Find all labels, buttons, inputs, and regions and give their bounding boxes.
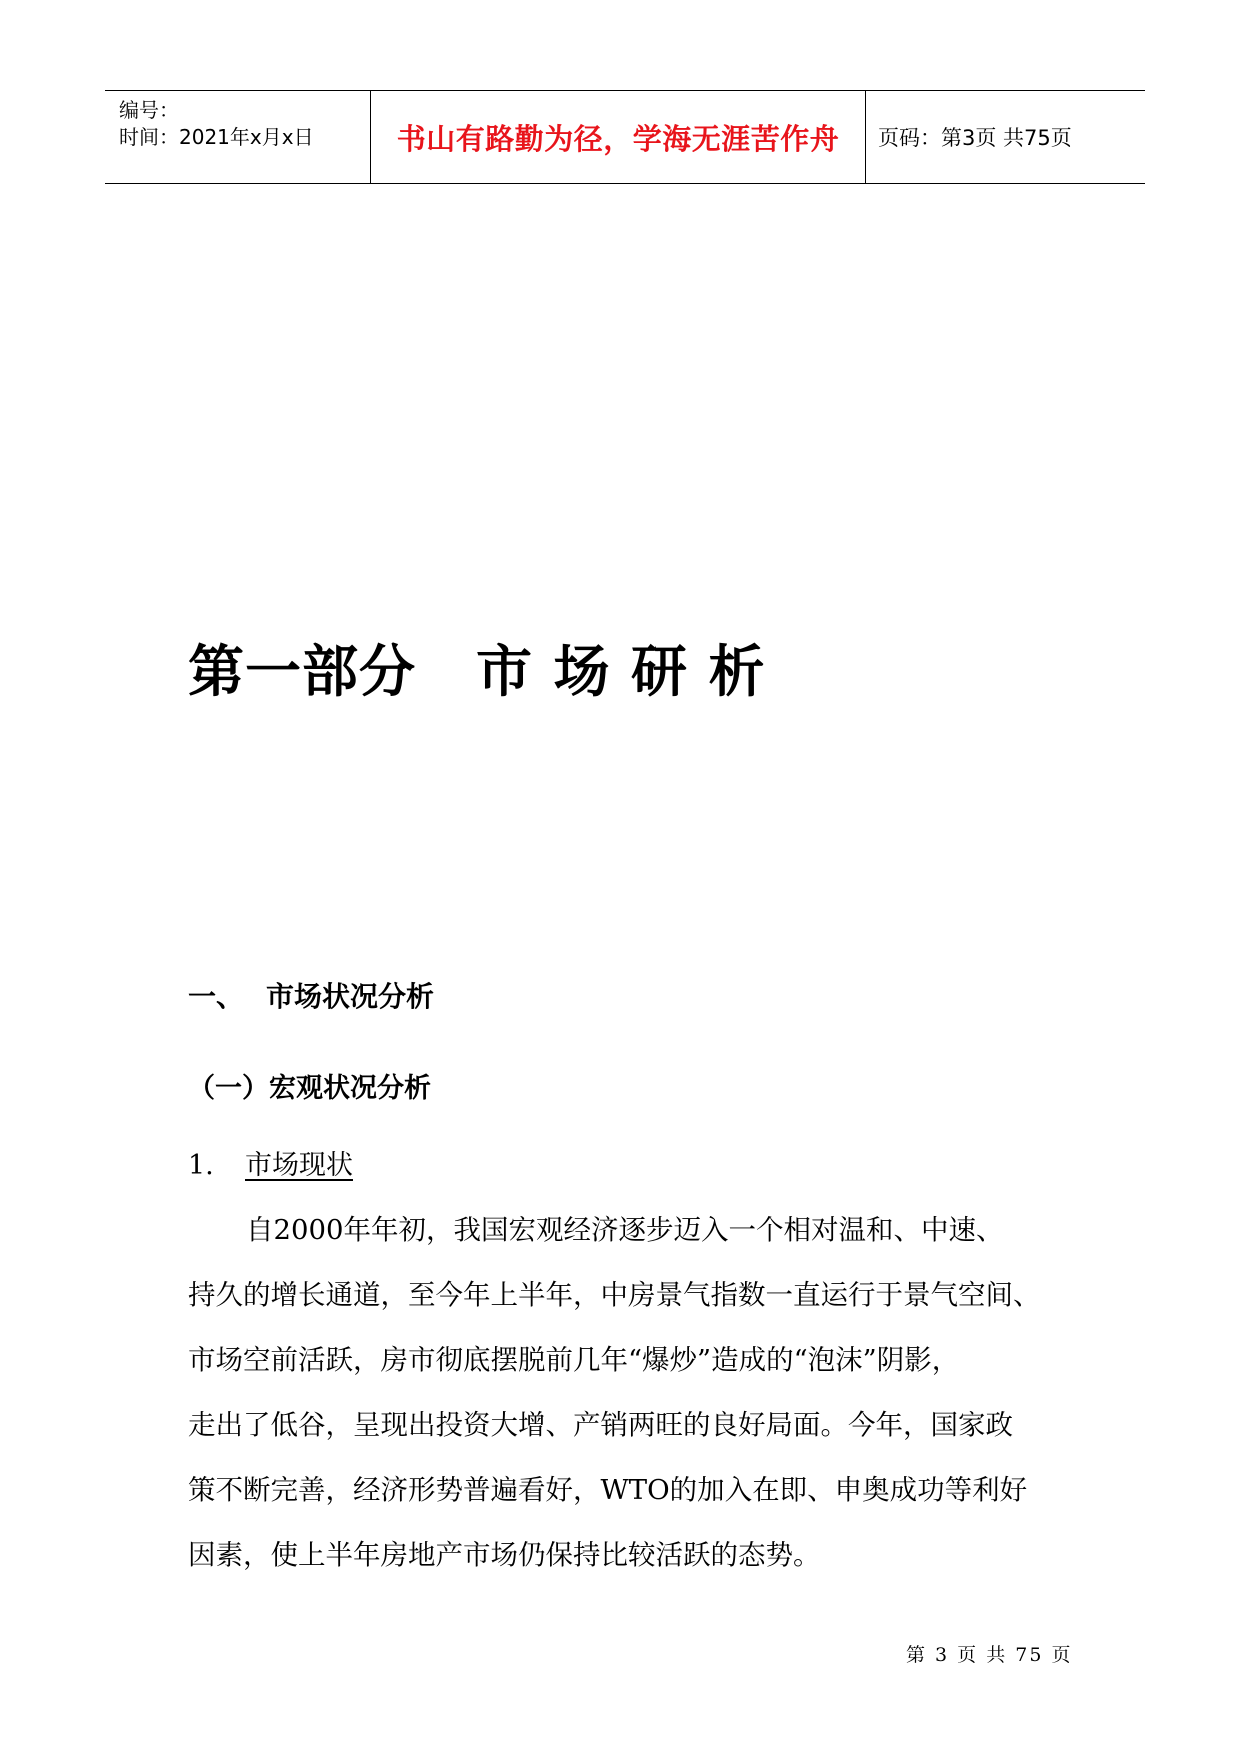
subsection-heading: （一）宏观状况分析 bbox=[188, 1073, 431, 1104]
header-motto-cell bbox=[370, 91, 866, 183]
body-paragraph bbox=[188, 1198, 1088, 1588]
document-number-label: 编号： bbox=[119, 98, 179, 122]
paragraph-line: 走出了低谷，呈现出投资大增、产销两旺的良好局面。今年，国家政 bbox=[188, 1409, 1013, 1441]
part-title bbox=[188, 628, 766, 708]
paragraph-line: 策不断完善，经济形势普遍看好，WTO的加入在即、申奥成功等利好 bbox=[188, 1474, 1028, 1506]
header-page-number: 页码：第3页 共75页 bbox=[878, 126, 1072, 150]
paragraph-line: 自2000年年初，我国宏观经济逐步迈入一个相对温和、中速、 bbox=[246, 1214, 1004, 1246]
paragraph-line: 持久的增长通道，至今年上半年，中房景气指数一直运行于景气空间、 bbox=[188, 1279, 1041, 1311]
item-title: 市场现状 bbox=[245, 1150, 353, 1181]
paragraph-line: 因素，使上半年房地产市场仍保持比较活跃的态势。 bbox=[188, 1539, 821, 1571]
document-time-label: 时间：2021年x月x日 bbox=[119, 125, 314, 149]
footer-page-number: 第 3 页 共 75 页 bbox=[906, 1644, 1073, 1666]
item-heading bbox=[188, 1143, 353, 1182]
section-title: 市场状况分析 bbox=[266, 980, 435, 1013]
part-title-main: 第一部分 bbox=[188, 640, 416, 705]
part-title-sub: 市 场 研 析 bbox=[476, 640, 766, 705]
section-number: 一、 bbox=[188, 980, 245, 1013]
item-number: 1. bbox=[188, 1150, 214, 1181]
header-info-cell bbox=[105, 91, 370, 183]
section-heading bbox=[188, 975, 434, 1015]
header-motto: 书山有路勤为径，学海无涯苦作舟 bbox=[396, 121, 840, 156]
paragraph-line: 市场空前活跃，房市彻底摆脱前几年“爆炒”造成的“泡沫”阴影， bbox=[188, 1344, 960, 1376]
header-page-cell bbox=[866, 91, 1145, 183]
document-header bbox=[105, 90, 1145, 184]
